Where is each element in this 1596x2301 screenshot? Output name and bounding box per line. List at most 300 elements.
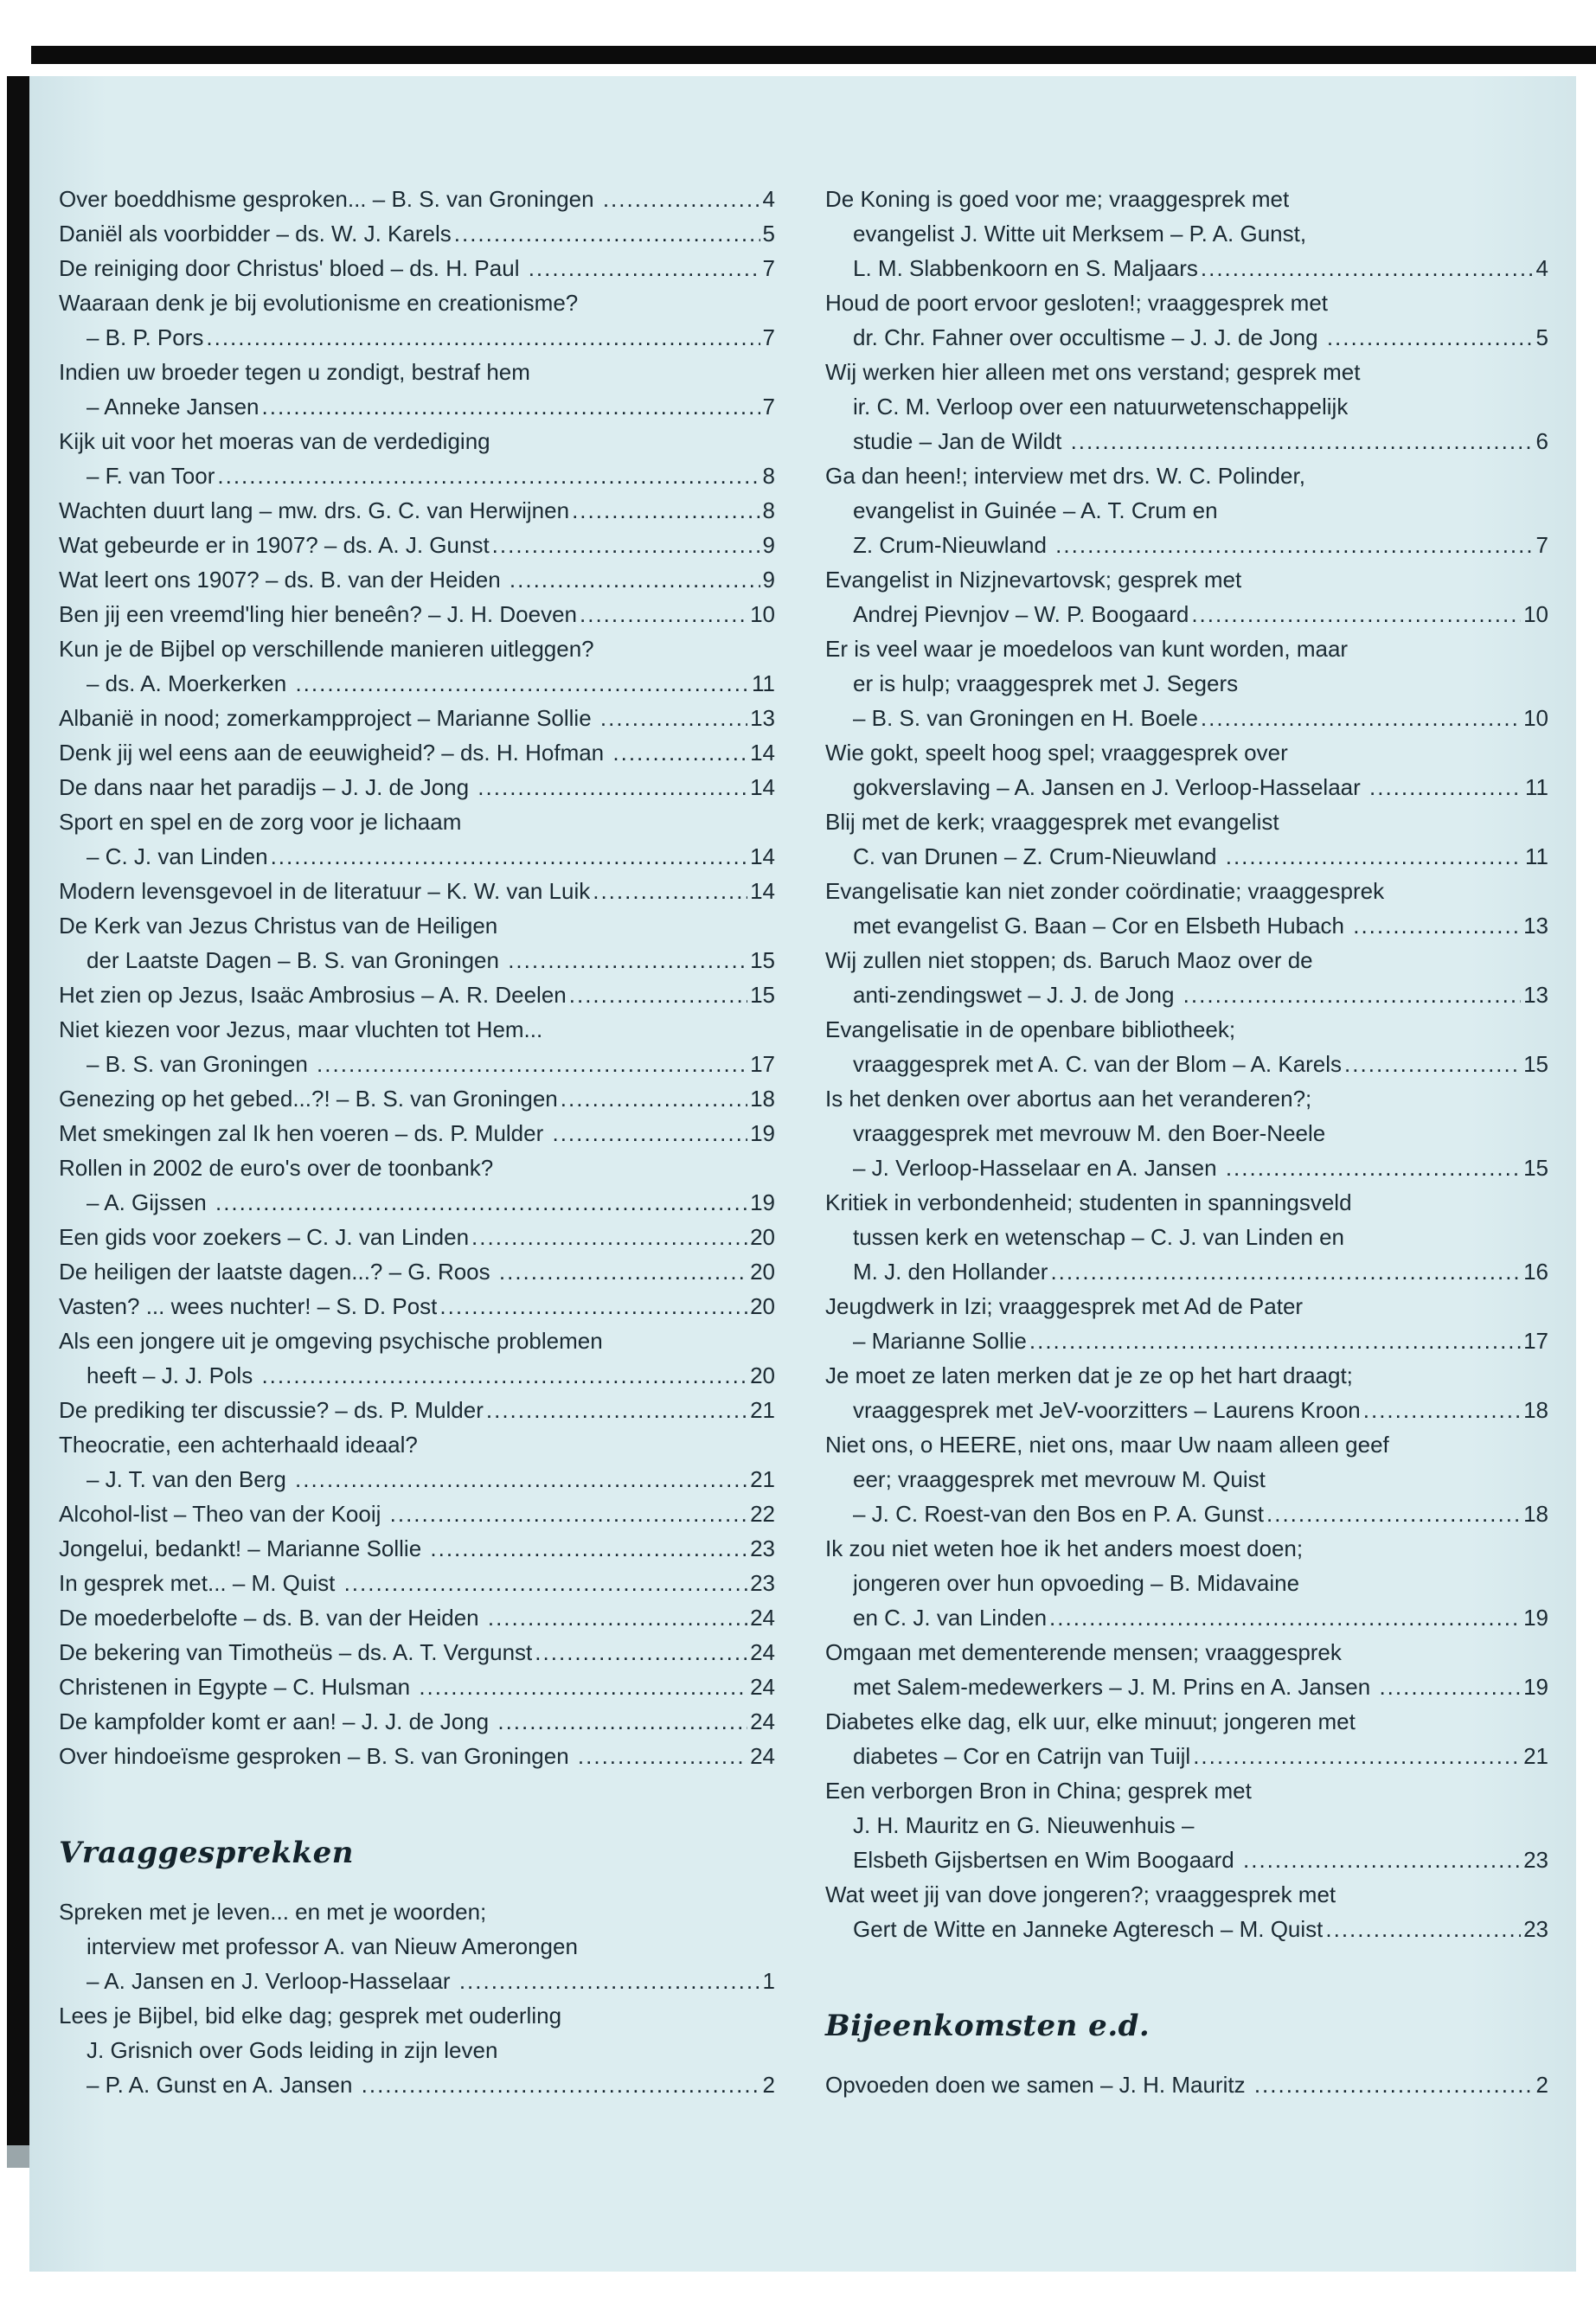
dot-leader (1183, 977, 1521, 1012)
toc-entry (59, 1220, 775, 1254)
dot-leader (612, 735, 747, 770)
toc-entry (825, 1635, 1548, 1704)
toc-line-text: interview met professor A. van Nieuw Amerongen (87, 1933, 578, 1959)
toc-line (825, 1773, 1548, 1808)
toc-line-text: Rollen in 2002 de euro's over de toonbank? (59, 1155, 494, 1181)
toc-line (59, 1254, 775, 1289)
toc-line-text: L. M. Slabbenkoorn en S. Maljaars (853, 255, 1198, 281)
toc-line (825, 1739, 1548, 1773)
toc-line (59, 1185, 775, 1220)
toc-line (825, 1427, 1548, 1462)
toc-line (59, 1704, 775, 1739)
toc-line-text: Wat gebeurde er in 1907? – ds. A. J. Gunst (59, 532, 490, 558)
page-number: 9 (762, 567, 775, 593)
dot-leader (1029, 1324, 1521, 1358)
dot-leader (261, 1358, 747, 1393)
dot-leader (1055, 528, 1533, 562)
toc-line (825, 1912, 1548, 1946)
toc-line-text: – Marianne Sollie (853, 1328, 1027, 1354)
dot-leader (572, 493, 760, 528)
toc-entry (59, 528, 775, 562)
toc-line-text: – J. Verloop-Hasselaar en A. Jansen (853, 1155, 1223, 1181)
toc-entry (825, 1704, 1548, 1773)
toc-line (825, 251, 1548, 285)
toc-line-text: Met smekingen zal Ik hen voeren – ds. P. Mulder (59, 1120, 550, 1146)
toc-entry (825, 804, 1548, 874)
toc-line-text: Wat leert ons 1907? – ds. B. van der Heiden (59, 567, 507, 593)
toc-line (59, 493, 775, 528)
toc-entry (59, 977, 775, 1012)
page-number: 13 (1523, 982, 1548, 1008)
toc-line-text: dr. Chr. Fahner over occultisme – J. J. de Jong (853, 324, 1324, 350)
toc-line-text: – B. P. Pors (87, 324, 204, 350)
dot-leader (535, 1635, 747, 1670)
dot-leader (1254, 2067, 1534, 2102)
page-number: 10 (1523, 601, 1548, 627)
page-number: 15 (1523, 1051, 1548, 1077)
toc-line-text: Wij werken hier alleen met ons verstand; gesprek met (825, 359, 1361, 385)
dot-leader (390, 1497, 747, 1531)
page-number: 20 (750, 1362, 775, 1388)
page-number: 21 (750, 1397, 775, 1423)
toc-line (825, 804, 1548, 839)
dot-leader (1201, 251, 1534, 285)
toc-line (825, 1635, 1548, 1670)
toc-line-text: Sport en spel en de zorg voor je lichaam (59, 809, 462, 835)
toc-line-text: vraaggesprek met mevrouw M. den Boer-Neele (853, 1120, 1326, 1146)
toc-line (825, 458, 1548, 493)
toc-line (825, 182, 1548, 216)
page-number: 24 (750, 1708, 775, 1734)
toc-entry (59, 493, 775, 528)
toc-entry (825, 735, 1548, 804)
toc-entry (59, 1998, 775, 2102)
toc-line-text: – B. S. van Groningen (87, 1051, 315, 1077)
toc-entry (825, 2067, 1548, 2102)
toc-line (825, 1462, 1548, 1497)
page-number: 2 (762, 2072, 775, 2098)
dot-leader (478, 770, 747, 804)
toc-line-text: met Salem-medewerkers – J. M. Prins en A. Jansen (853, 1674, 1377, 1700)
toc-line (825, 1047, 1548, 1081)
toc-entry (59, 285, 775, 355)
toc-line (825, 770, 1548, 804)
toc-line-text: Diabetes elke dag, elk uur, elke minuut; jongeren met (825, 1708, 1356, 1734)
toc-line (59, 839, 775, 874)
toc-line-text: – J. C. Roest-van den Bos en P. A. Gunst (853, 1501, 1265, 1527)
toc-line-text: Albanië in nood; zomerkampproject – Marianne Sollie (59, 705, 598, 731)
toc-line (825, 285, 1548, 320)
toc-line-text: jongeren over hun opvoeding – B. Midavaine (853, 1570, 1300, 1596)
scan-top-black-bar (31, 46, 1596, 64)
toc-line-text: eer; vraaggesprek met mevrouw M. Quist (853, 1466, 1266, 1492)
toc-line-text: gokverslaving – A. Jansen en J. Verloop-Hasselaar (853, 774, 1368, 800)
scan-spine-shadow (7, 2145, 29, 2168)
toc-entry (59, 804, 775, 874)
toc-line (825, 528, 1548, 562)
toc-entry (59, 1670, 775, 1704)
page-number: 20 (750, 1293, 775, 1319)
toc-entry (59, 424, 775, 493)
toc-entry (825, 355, 1548, 458)
page-number: 14 (750, 843, 775, 869)
toc-line-text: er is hulp; vraaggesprek met J. Segers (853, 670, 1239, 696)
toc-line-text: Evangelisatie in de openbare bibliotheek; (825, 1016, 1236, 1042)
toc-line (59, 1289, 775, 1324)
toc-line (59, 458, 775, 493)
toc-line-text: Over hindoeïsme gesproken – B. S. van Groningen (59, 1743, 575, 1769)
toc-entry (59, 1081, 775, 1116)
dot-leader (488, 1600, 747, 1635)
toc-line-text: Lees je Bijbel, bid elke dag; gesprek met ouderling (59, 2003, 562, 2029)
toc-entry (59, 1531, 775, 1566)
toc-line (825, 424, 1548, 458)
dot-leader (344, 1566, 748, 1600)
dot-leader (317, 1047, 747, 1081)
toc-line-text: tussen kerk en wetenschap – C. J. van Linden en (853, 1224, 1345, 1250)
toc-line (825, 977, 1548, 1012)
toc-line (59, 1600, 775, 1635)
toc-line-text: Een gids voor zoekers – C. J. van Linden (59, 1224, 470, 1250)
dot-leader (492, 528, 760, 562)
toc-line (825, 874, 1548, 908)
toc-line-text: Z. Crum-Nieuwland (853, 532, 1054, 558)
dot-leader (578, 1739, 747, 1773)
page-number: 23 (1523, 1847, 1548, 1873)
page-number: 15 (750, 947, 775, 973)
dot-leader (454, 216, 760, 251)
page-number: 23 (1523, 1916, 1548, 1942)
toc-line (59, 943, 775, 977)
toc-line (59, 1081, 775, 1116)
page-number: 10 (750, 601, 775, 627)
toc-line-text: Christenen in Egypte – C. Hulsman (59, 1674, 417, 1700)
toc-line (825, 1566, 1548, 1600)
toc-line (825, 666, 1548, 701)
toc-line-text: De bekering van Timotheüs – ds. A. T. Vergunst (59, 1639, 533, 1665)
page-number: 23 (750, 1535, 775, 1561)
toc-line-text: – ds. A. Moerkerken (87, 670, 293, 696)
toc-entry (825, 1877, 1548, 1946)
toc-line-text: Modern levensgevoel in de literatuur – K. W. van Luik (59, 878, 591, 904)
toc-line (59, 182, 775, 216)
dot-leader (508, 943, 747, 977)
toc-line (825, 701, 1548, 735)
toc-entry (59, 701, 775, 735)
page-number: 6 (1535, 428, 1548, 454)
toc-line (825, 1531, 1548, 1566)
toc-line-text: anti-zendingswet – J. J. de Jong (853, 982, 1181, 1008)
toc-line (59, 1393, 775, 1427)
toc-entry (59, 251, 775, 285)
dot-leader (497, 1704, 747, 1739)
toc-line-text: studie – Jan de Wildt (853, 428, 1068, 454)
toc-entry (825, 631, 1548, 735)
page-number: 18 (750, 1086, 775, 1112)
dot-leader (262, 389, 760, 424)
toc-line (825, 908, 1548, 943)
dot-leader (510, 562, 760, 597)
page-number: 5 (762, 221, 775, 247)
toc-line (59, 1739, 775, 1773)
toc-line-text: Het zien op Jezus, Isaäc Ambrosius – A. R. Deelen (59, 982, 567, 1008)
dot-leader (471, 1220, 747, 1254)
toc-line (59, 1012, 775, 1047)
toc-entry (825, 1081, 1548, 1185)
section-heading: Bijeenkomsten e.d. (825, 2009, 1151, 2043)
toc-entry (825, 1427, 1548, 1531)
paper-sheet (29, 76, 1576, 2272)
toc-line (825, 839, 1548, 874)
page-number: 4 (762, 186, 775, 212)
toc-line-text: Opvoeden doen we samen – J. H. Mauritz (825, 2072, 1252, 2098)
toc-entry (59, 1254, 775, 1289)
page-number: 10 (1523, 705, 1548, 731)
toc-line (59, 1427, 775, 1462)
toc-line-text: – J. T. van den Berg (87, 1466, 292, 1492)
toc-entry (59, 1600, 775, 1635)
toc-line-text: met evangelist G. Baan – Cor en Elsbeth Hubach (853, 913, 1351, 939)
toc-line (825, 1289, 1548, 1324)
toc-entry (59, 1894, 775, 1998)
toc-line (825, 597, 1548, 631)
toc-line (59, 355, 775, 389)
toc-line-text: vraaggesprek met JeV-voorzitters – Laurens Kroon (853, 1397, 1361, 1423)
toc-line-text: Wachten duurt lang – mw. drs. G. C. van Herwijnen (59, 497, 570, 523)
toc-line (59, 1358, 775, 1393)
toc-line-text: Als een jongere uit je omgeving psychische problemen (59, 1328, 603, 1354)
toc-line-text: Wie gokt, speelt hoog spel; vraaggesprek over (825, 740, 1288, 766)
page-number: 18 (1523, 1397, 1548, 1423)
toc-entry (59, 1150, 775, 1220)
toc-line-text: Niet ons, o HEERE, niet ons, maar Uw naam alleen geef (825, 1432, 1389, 1458)
page-number: 23 (750, 1570, 775, 1596)
toc-line (59, 2067, 775, 2102)
toc-line-text: Andrej Pievnjov – W. P. Boogaard (853, 601, 1189, 627)
toc-line (59, 874, 775, 908)
dot-leader (1266, 1497, 1521, 1531)
toc-line (825, 1843, 1548, 1877)
toc-line-text: J. Grisnich over Gods leiding in zijn leven (87, 2037, 498, 2063)
toc-entry (59, 874, 775, 908)
dot-leader (459, 1964, 760, 1998)
toc-entry (825, 1185, 1548, 1289)
page-number: 17 (1523, 1328, 1548, 1354)
toc-line-text: Omgaan met dementerende mensen; vraaggesprek (825, 1639, 1342, 1665)
toc-line-text: Daniël als voorbidder – ds. W. J. Karels (59, 221, 452, 247)
toc-line (825, 355, 1548, 389)
toc-line (825, 562, 1548, 597)
toc-line (59, 770, 775, 804)
dot-leader (271, 839, 748, 874)
toc-line-text: Alcohol-list – Theo van der Kooij (59, 1501, 388, 1527)
toc-entry (825, 562, 1548, 631)
toc-entry (59, 1704, 775, 1739)
toc-line-text: vraaggesprek met A. C. van der Blom – A. Karels (853, 1051, 1343, 1077)
page-number: 7 (762, 324, 775, 350)
toc-line-text: De heiligen der laatste dagen...? – G. Roos (59, 1259, 497, 1285)
toc-line (59, 1497, 775, 1531)
toc-line-text: In gesprek met... – M. Quist (59, 1570, 342, 1596)
toc-line-text: Blij met de kerk; vraaggesprek met evangelist (825, 809, 1279, 835)
toc-line-text: – F. van Toor (87, 463, 215, 489)
page-number: 14 (750, 740, 775, 766)
dot-leader (430, 1531, 747, 1566)
toc-entry (59, 1393, 775, 1427)
toc-line-text: Ga dan heen!; interview met drs. W. C. Polinder, (825, 463, 1305, 489)
toc-line (59, 1670, 775, 1704)
dot-leader (499, 1254, 747, 1289)
dot-leader (529, 251, 760, 285)
page-number: 2 (1535, 2072, 1548, 2098)
page-number: 8 (762, 497, 775, 523)
page-number: 14 (750, 774, 775, 800)
toc-line-text: De Koning is goed voor me; vraaggesprek met (825, 186, 1290, 212)
page-number: 14 (750, 878, 775, 904)
toc-line (59, 735, 775, 770)
page-number: 20 (750, 1259, 775, 1285)
dot-leader (295, 666, 749, 701)
toc-entry (825, 1531, 1548, 1635)
toc-line-text: – Anneke Jansen (87, 394, 260, 420)
toc-entry (825, 1289, 1548, 1358)
toc-line (825, 216, 1548, 251)
toc-line-text: Wat weet jij van dove jongeren?; vraaggesprek met (825, 1881, 1336, 1907)
dot-leader (561, 1081, 747, 1116)
toc-line-text: Jeugdwerk in Izi; vraaggesprek met Ad de Pater (825, 1293, 1304, 1319)
toc-entry (59, 182, 775, 216)
toc-line-text: Kritiek in verbondenheid; studenten in spanningsveld (825, 1189, 1352, 1215)
toc-line (825, 1808, 1548, 1843)
toc-line (59, 977, 775, 1012)
dot-leader (569, 977, 747, 1012)
toc-entry (59, 1012, 775, 1081)
page-number: 13 (1523, 913, 1548, 939)
toc-line-text: Gert de Witte en Janneke Agteresch – M. Quist (853, 1916, 1324, 1942)
page-number: 11 (1525, 774, 1548, 800)
page-number: 8 (762, 463, 775, 489)
toc-line-text: Genezing op het gebed...?! – B. S. van Groningen (59, 1086, 558, 1112)
toc-line-text: evangelist J. Witte uit Merksem – P. A. Gunst, (853, 221, 1307, 247)
dot-leader (1363, 1393, 1521, 1427)
toc-line (59, 631, 775, 666)
page-number: 9 (762, 532, 775, 558)
dot-leader (603, 182, 760, 216)
toc-line (825, 735, 1548, 770)
toc-line-text: – B. S. van Groningen en H. Boele (853, 705, 1198, 731)
toc-entry (825, 1358, 1548, 1427)
toc-entry (59, 735, 775, 770)
dot-leader (1201, 701, 1521, 735)
toc-entry (825, 1012, 1548, 1081)
toc-entry (59, 908, 775, 977)
section-heading: Vraaggesprekken (59, 1836, 354, 1870)
dot-leader (1071, 424, 1534, 458)
toc-line (825, 1393, 1548, 1427)
toc-line-text: Ben jij een vreemd'ling hier beneên? – J. H. Doeven (59, 601, 577, 627)
toc-line-text: evangelist in Guinée – A. T. Crum en (853, 497, 1218, 523)
toc-line (59, 285, 775, 320)
toc-line-text: Waaraan denk je bij evolutionisme en creationisme? (59, 290, 579, 316)
page-number: 24 (750, 1639, 775, 1665)
toc-line (59, 216, 775, 251)
toc-line-text: De kampfolder komt er aan! – J. J. de Jong (59, 1708, 496, 1734)
toc-line (59, 666, 775, 701)
toc-line (825, 389, 1548, 424)
toc-line (59, 320, 775, 355)
dot-leader (1191, 597, 1521, 631)
toc-line (59, 1635, 775, 1670)
toc-line-text: Houd de poort ervoor gesloten!; vraaggesprek met (825, 290, 1329, 316)
page-number: 24 (750, 1605, 775, 1631)
toc-line (825, 1220, 1548, 1254)
toc-line (59, 1894, 775, 1929)
page-number: 19 (1523, 1605, 1548, 1631)
page-number: 15 (750, 982, 775, 1008)
dot-leader (1193, 1739, 1521, 1773)
toc-line (825, 1877, 1548, 1912)
page-number: 5 (1535, 324, 1548, 350)
toc-entry (825, 458, 1548, 562)
toc-line-text: Je moet ze laten merken dat je ze op het hart draagt; (825, 1362, 1353, 1388)
toc-line (59, 804, 775, 839)
dot-leader (1353, 908, 1521, 943)
toc-entry (59, 1324, 775, 1393)
page-number: 17 (750, 1051, 775, 1077)
toc-line (825, 1185, 1548, 1220)
toc-line-text: Spreken met je leven... en met je woorden; (59, 1899, 487, 1925)
toc-line (59, 528, 775, 562)
toc-line (825, 1324, 1548, 1358)
toc-entry (59, 1566, 775, 1600)
toc-line-text: C. van Drunen – Z. Crum-Nieuwland (853, 843, 1223, 869)
dot-leader (1050, 1254, 1521, 1289)
toc-entry (59, 1427, 775, 1497)
toc-line-text: heeft – J. J. Pols (87, 1362, 260, 1388)
toc-line (59, 1964, 775, 1998)
toc-line (59, 2033, 775, 2067)
toc-line-text: Evangelisatie kan niet zonder coördinatie; vraaggesprek (825, 878, 1385, 904)
toc-line-text: Theocratie, een achterhaald ideaal? (59, 1432, 418, 1458)
toc-line-text: Er is veel waar je moedeloos van kunt worden, maar (825, 636, 1349, 662)
toc-line (59, 1462, 775, 1497)
scan-spine-black-bar (7, 76, 29, 2145)
toc-line (59, 1047, 775, 1081)
toc-line-text: en C. J. van Linden (853, 1605, 1048, 1631)
page-number: 7 (762, 394, 775, 420)
toc-line-text: ir. C. M. Verloop over een natuurwetenschappelijk (853, 394, 1349, 420)
toc-line (825, 1704, 1548, 1739)
toc-line-text: De Kerk van Jezus Christus van de Heiligen (59, 913, 498, 939)
page-number: 22 (750, 1501, 775, 1527)
page-number: 24 (750, 1743, 775, 1769)
dot-leader (215, 1185, 747, 1220)
dot-leader (580, 597, 747, 631)
toc-line-text: Is het denken over abortus aan het veranderen?; (825, 1086, 1312, 1112)
toc-line (59, 701, 775, 735)
page-number: 20 (750, 1224, 775, 1250)
toc-line (59, 908, 775, 943)
page-number: 11 (1525, 843, 1548, 869)
toc-entry (59, 216, 775, 251)
toc-line (825, 1150, 1548, 1185)
toc-line (825, 1081, 1548, 1116)
toc-line-text: – C. J. van Linden (87, 843, 268, 869)
toc-line-text: – A. Jansen en J. Verloop-Hasselaar (87, 1968, 457, 1994)
page-number: 18 (1523, 1501, 1548, 1527)
toc-line-text: Niet kiezen voor Jezus, maar vluchten tot Hem... (59, 1016, 543, 1042)
dot-leader (362, 2067, 760, 2102)
